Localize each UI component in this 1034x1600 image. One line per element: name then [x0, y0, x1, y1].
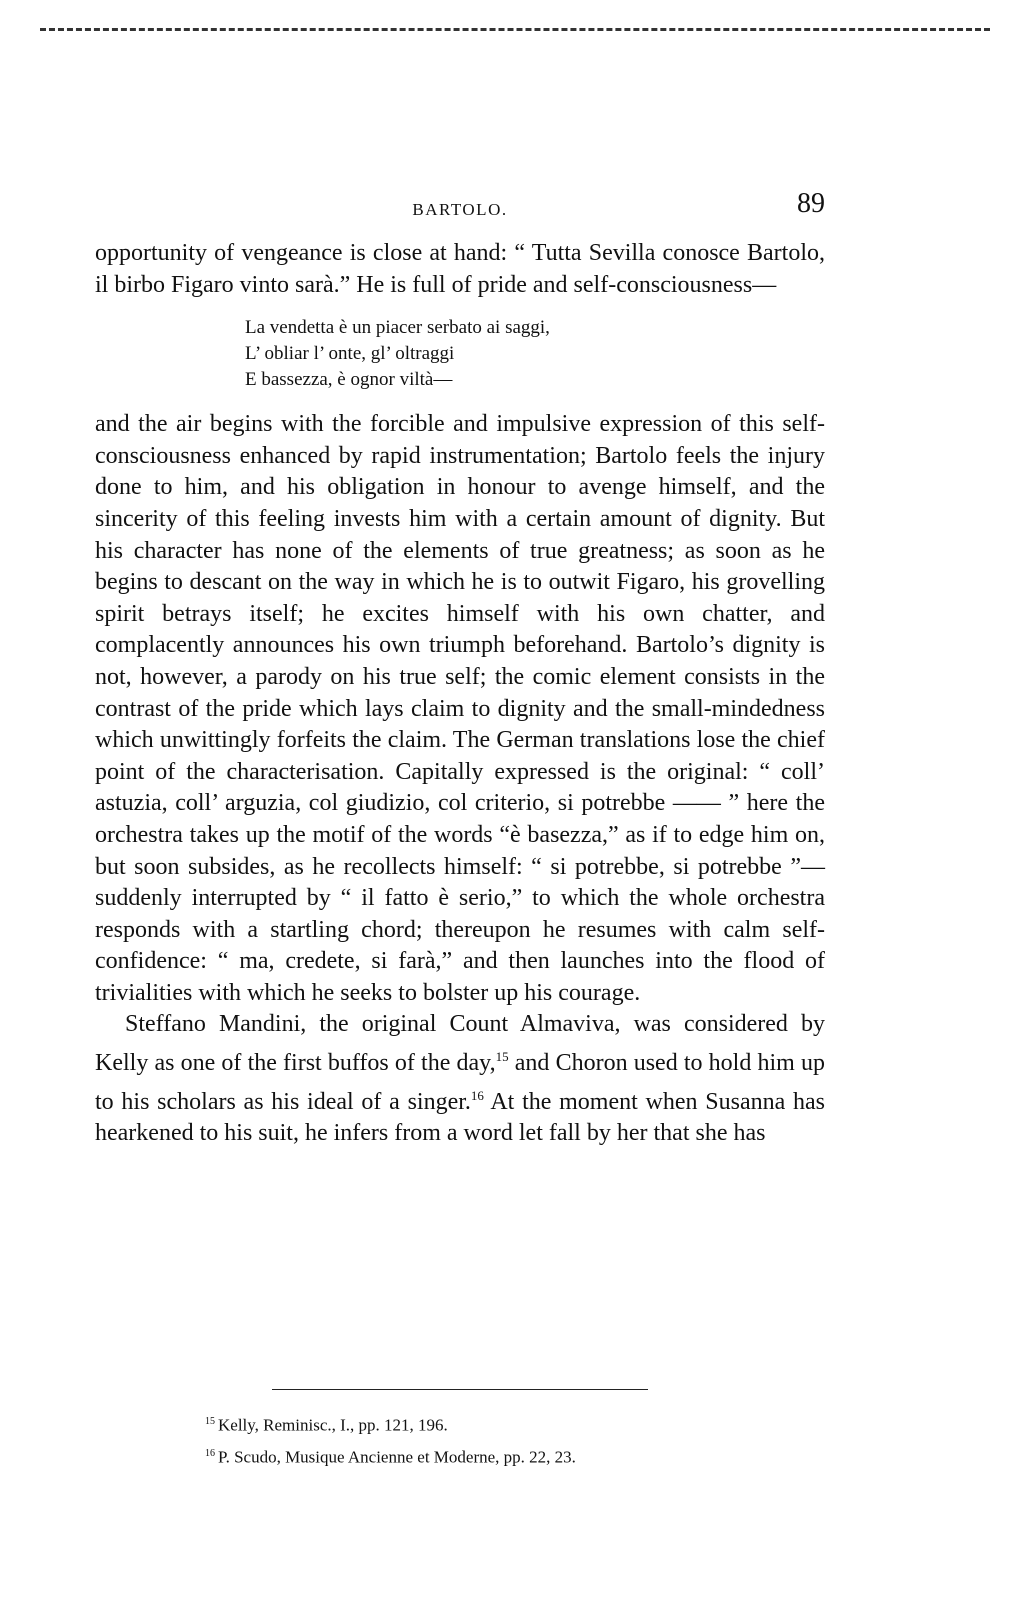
footnote-marker: 15	[205, 1416, 215, 1427]
footnote	[205, 1408, 845, 1440]
top-scan-rule	[40, 28, 990, 31]
paragraph-2: and the air begins with the forcible and impulsive expression of this self-consciousness enhanced by rapid instrumentation; Bartolo feels the injury done to him, and his obligation in honour to avenge himself, and the sincerity of this feeling invests him with a certain amount of dignity. But his character has none of the elements of true greatness; as soon as he begins to descant on the way in which he is to outwit Figaro, his grovelling spirit betrays itself; he excites himself with his own chatter, and complacently announces his own triumph beforehand. Bartolo’s dignity is not, however, a parody on his true self; the comic element consists in the contrast of the pride which lays claim to dignity and the small-mindedness which unwittingly forfeits the claim. The German translations lose the chief point of the characterisation. Capitally expressed is the original: “ coll’ astuzia, coll’ arguzia, col giudizio, col criterio, si potrebbe —— ” here the orchestra takes up the motif of the words “è basezza,” as if to edge him on, but soon subsides, as he recollects himself: “ si potrebbe, si potrebbe ”—suddenly interrupted by “ il fatto è serio,” to which the whole orchestra responds with a startling chord; thereupon he resumes with calm self-confidence: “ ma, credete, si farà,” and then launches into the flood of trivialities with which he seeks to bolster up his courage.	[95, 411, 825, 1006]
paragraph-3-part-b: and Choron used to hold him up to his scholars as his ideal of a singer.	[95, 1050, 825, 1115]
footnote-ref-16: 16	[470, 1087, 484, 1103]
footnote	[205, 1440, 845, 1472]
verse-line: E bassezza, è ognor viltà—	[245, 369, 453, 391]
paragraph-1: opportunity of vengeance is close at hand: “ Tutta Sevilla conosce Bartolo, il birbo Figaro vinto sarà.” He is full of pride and self-consciousness—	[95, 240, 825, 298]
footnote-ref-15: 15	[495, 1049, 509, 1065]
footnotes	[205, 1408, 845, 1471]
footnote-marker: 16	[205, 1447, 215, 1459]
footnote-divider	[272, 1389, 648, 1390]
main-text	[95, 238, 825, 1150]
verse-line: L’ obliar l’ onte, gl’ oltraggi	[245, 343, 455, 365]
verse-quote	[245, 315, 825, 393]
paragraph-3-part-c: At the moment when Susanna has hearkened to his suit, he infers from a word let fall by her that she has	[95, 1088, 826, 1147]
running-head: BARTOLO.	[412, 200, 508, 219]
paragraph-3	[95, 1009, 825, 1149]
verse-line: La vendetta è un piacer serbato ai saggi,	[245, 317, 550, 339]
paragraph-3-part-a: Steffano Mandini, the original Count Almaviva, was considered by Kelly as one of the first buffos of the day,	[95, 1011, 825, 1077]
page-header	[95, 188, 825, 228]
footnote-text: Kelly, Reminisc., I., pp. 121, 196.	[218, 1415, 448, 1435]
page-number: 89	[797, 188, 825, 219]
footnote-text: P. Scudo, Musique Ancienne et Moderne, pp. 22, 23.	[218, 1447, 576, 1467]
